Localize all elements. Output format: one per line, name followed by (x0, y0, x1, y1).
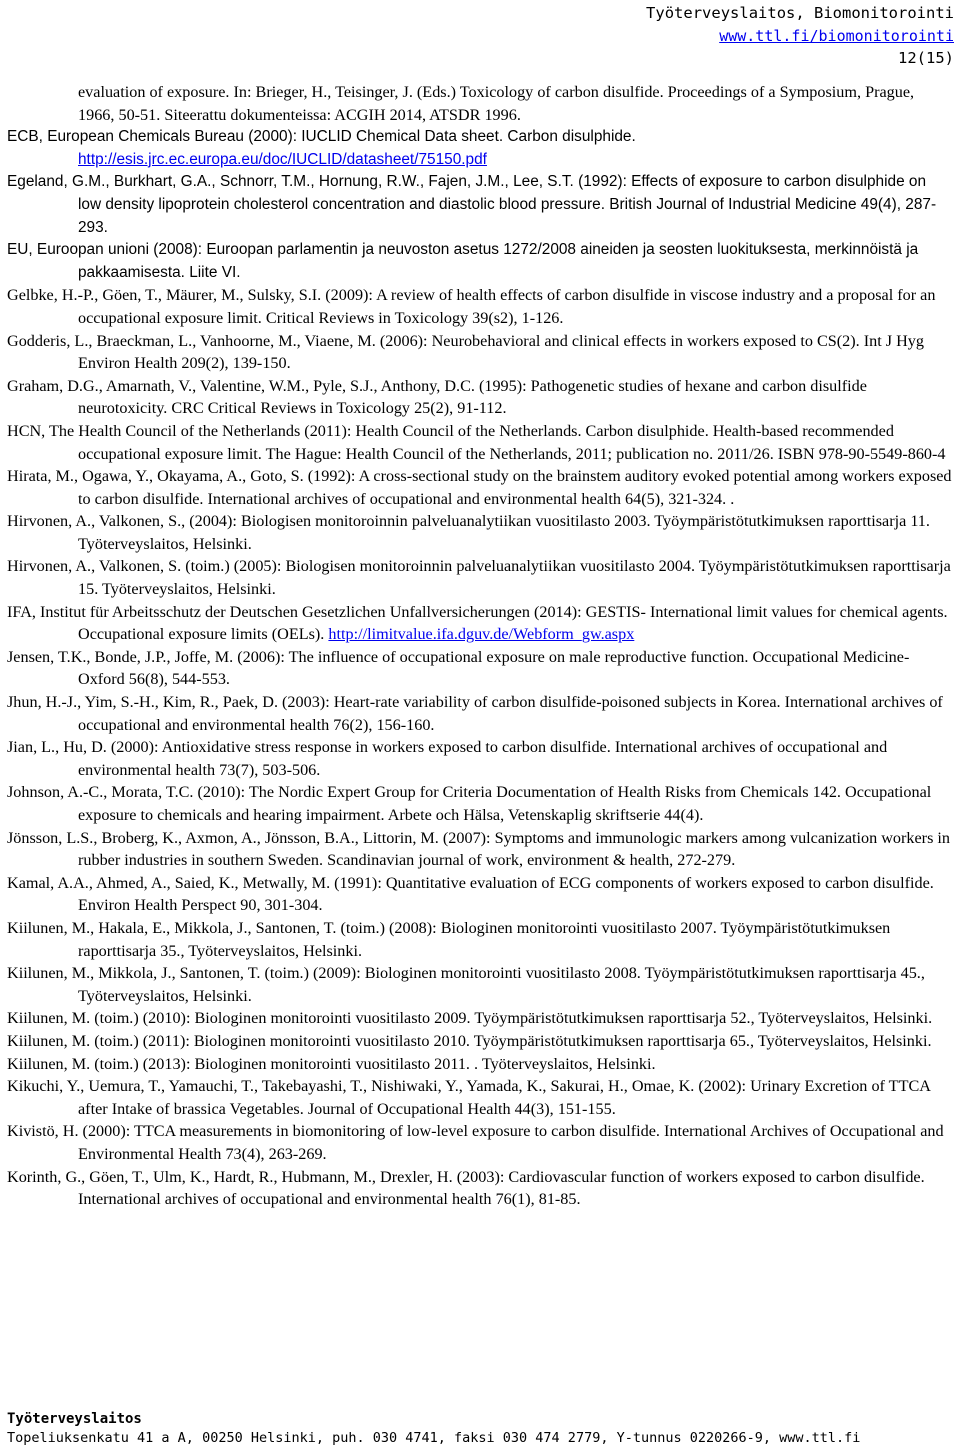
reference-item: Jian, L., Hu, D. (2000): Antioxidative stress response in workers exposed to carbon disulfide. International archives of occupational and environmental health 73(7), 503-506. (7, 738, 888, 779)
reference-text: ECB, European Chemicals Bureau (2000): IUCLID Chemical Data sheet. Carbon disulphide. (7, 128, 636, 146)
header-url-link[interactable]: www.ttl.fi/biomonitorointi (719, 27, 954, 45)
reference-text: IFA, Institut für Arbeitsschutz der Deutschen Gesetzlichen Unfallversicherungen (2014): GESTIS- International limit values for chemical agents. Occupational exposure limits (OELs). (7, 602, 948, 644)
reference-link[interactable]: http://esis.jrc.ec.europa.eu/doc/IUCLID/datasheet/75150.pdf (78, 150, 487, 168)
reference-item: Egeland, G.M., Burkhart, G.A., Schnorr, T.M., Hornung, R.W., Fajen, J.M., Lee, S.T. (1992): Effects of exposure to carbon disulphide on low density lipoprotein cholesterol concentration and diastolic blood pressure. British Journal of Industrial Medicine 49(4), 287-293. (7, 173, 937, 236)
reference-item: Kivistö, H. (2000): TTCA measurements in biomonitoring of low-level exposure to carbon disulfide. International Archives of Occupational and Environmental Health 73(4), 263-269. (7, 1122, 944, 1163)
reference-item: Kiilunen, M., Hakala, E., Mikkola, J., Santonen, T. (toim.) (2008): Biologinen monitorointi vuositilasto 2007. Työympäristötutkimuksen raporttisarja 35., Työterveyslaitos, Helsinki. (7, 918, 891, 960)
reference-item: Gelbke, H.-P., Göen, T., Mäurer, M., Sulsky, S.I. (2009): A review of health effects of carbon disulfide in viscose industry and a proposal for an occupational exposure limit. Critical Reviews in Toxicology 39(s2), 1-126. (7, 286, 936, 327)
reference-item: Jönsson, L.S., Broberg, K., Axmon, A., Jönsson, B.A., Littorin, M. (2007): Symptoms and immunologic markers among vulcanization workers in rubber industries in southern Sweden. Scandinavian journal of work, environment & health, 272-279. (7, 828, 951, 870)
reference-item: Jhun, H.-J., Yim, S.-H., Kim, R., Paek, D. (2003): Heart-rate variability of carbon disulfide-poisoned subjects in Korea. International archives of occupational and environmental health 76(2), 156-160. (7, 693, 943, 734)
header-org: Työterveyslaitos, Biomonitorointi (646, 4, 954, 22)
reference-item: Hirata, M., Ogawa, Y., Okayama, A., Goto, S. (1992): A cross-sectional study on the brainstem auditory evoked potential among workers exposed to carbon disulfide. International archives of occupational and environmental health 64(5), 321-324. . (7, 467, 952, 508)
reference-item: Johnson, A.-C., Morata, T.C. (2010): The Nordic Expert Group for Criteria Documentation of Health Risks from Chemicals 142. Occupational exposure to chemicals and hearing impairment. Arbete och Hälsa, Vetenskaplig skriftserie 44(4). (7, 783, 932, 824)
reference-item: Hirvonen, A., Valkonen, S., (2004): Biologisen monitoroinnin palveluanalytiikan vuositilasto 2003. Työympäristötutkimuksen raporttisarja 11. Työterveyslaitos, Helsinki. (7, 512, 930, 553)
reference-item: Korinth, G., Göen, T., Ulm, K., Hardt, R., Hubmann, M., Drexler, H. (2003): Cardiovascular function of workers exposed to carbon disulfide. International archives of occupational and environmental health 76(1), 81-85. (7, 1167, 925, 1209)
page-number: 12(15) (898, 49, 954, 67)
reference-item: evaluation of exposure. In: Brieger, H., Teisinger, J. (Eds.) Toxicology of carbon disulfide. Proceedings of a Symposium, Prague, 1966, 50-51. Siteerattu dokumenteissa: ACGIH 2014, ATSDR 1996. (78, 83, 915, 124)
reference-item: EU, Euroopan unioni (2008): Euroopan parlamentin ja neuvoston asetus 1272/2008 aineiden ja seosten luokituksesta, merkinnöistä ja pakkaamisesta. Liite VI. (7, 241, 919, 281)
reference-item: Kamal, A.A., Ahmed, A., Saied, K., Metwally, M. (1991): Quantitative evaluation of ECG components of workers exposed to carbon disulfide. Environ Health Perspect 90, 301-304. (7, 873, 934, 915)
reference-item: Jensen, T.K., Bonde, J.P., Joffe, M. (2006): The influence of occupational exposure on male reproductive function. Occupational Medicine-Oxford 56(8), 544-553. (7, 647, 910, 689)
reference-item: Kiilunen, M., Mikkola, J., Santonen, T. (toim.) (2009): Biologinen monitorointi vuositilasto 2008. Työympäristötutkimuksen raporttisarja 45., Työterveyslaitos, Helsinki. (7, 964, 925, 1005)
reference-item: HCN, The Health Council of the Netherlands (2011): Health Council of the Netherlands. Carbon disulphide. Health-based recommended occupational exposure limit. The Hague: Health Council of the Netherlands, 2011; publication no. 2011/26. ISBN 978-90-5549-860-4 (7, 421, 946, 463)
reference-item: Hirvonen, A., Valkonen, S. (toim.) (2005): Biologisen monitoroinnin palveluanalytiikan vuositilasto 2004. Työympäristötutkimuksen raporttisarja 15. Työterveyslaitos, Helsinki. (7, 557, 951, 599)
reference-item: Kiilunen, M. (toim.) (2010): Biologinen monitorointi vuositilasto 2009. Työympäristötutkimuksen raporttisarja 52., Työterveyslaitos, Helsinki. (7, 1009, 933, 1028)
footer-address: Topeliuksenkatu 41 a A, 00250 Helsinki, puh. 030 4741, faksi 030 474 2779, Y-tunnus 0220266-9, www.ttl.fi (7, 1430, 861, 1446)
reference-item (7, 126, 953, 171)
reference-item: Kiilunen, M. (toim.) (2013): Biologinen monitorointi vuositilasto 2011. . Työterveyslaitos, Helsinki. (7, 1054, 656, 1073)
reference-item: Kiilunen, M. (toim.) (2011): Biologinen monitorointi vuositilasto 2010. Työympäristötutkimuksen raporttisarja 65., Työterveyslaitos, Helsinki. (7, 1031, 932, 1050)
reference-item: Kikuchi, Y., Uemura, T., Yamauchi, T., Takebayashi, T., Nishiwaki, Y., Yamada, K., Sakurai, H., Omae, K. (2002): Urinary Excretion of TTCA after Intake of brassica Vegetables. Journal of Occupational Health 44(3), 151-155. (7, 1077, 931, 1118)
reference-list (7, 81, 953, 1211)
reference-item: Godderis, L., Braeckman, L., Vanhoorne, M., Viaene, M. (2006): Neurobehavioral and clinical effects in workers exposed to CS(2). Int J Hyg Environ Health 209(2), 139-150. (7, 331, 924, 373)
reference-item: Graham, D.G., Amarnath, V., Valentine, W.M., Pyle, S.J., Anthony, D.C. (1995): Pathogenetic studies of hexane and carbon disulfide neurotoxicity. CRC Critical Reviews in Toxicology 25(2), 91-112. (7, 376, 867, 418)
reference-item (7, 601, 953, 646)
reference-link[interactable]: http://limitvalue.ifa.dguv.de/Webform_gw.aspx (328, 625, 635, 644)
footer-org: Työterveyslaitos (7, 1411, 142, 1427)
